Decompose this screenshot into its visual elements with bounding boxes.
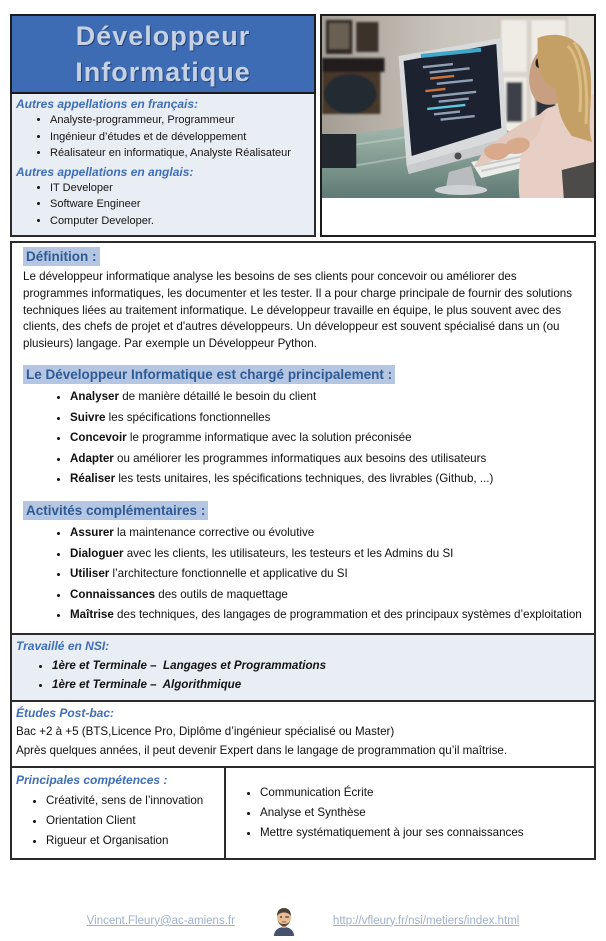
- skills-left-column: [12, 768, 224, 858]
- email-link[interactable]: Vincent.Fleury@ac-amiens.fr: [86, 914, 235, 927]
- skills-header: Principales compétences :: [16, 772, 168, 787]
- author-avatar-icon: [271, 906, 297, 936]
- header-left-column: [10, 14, 316, 237]
- postbac-header: Études Post-bac:: [16, 705, 115, 720]
- appellations-en-header: Autres appellations en anglais:: [16, 164, 194, 179]
- list-item: • Suivre les spécifications fonctionnelles: [70, 411, 583, 425]
- skills-left-list: [16, 794, 224, 848]
- website-link[interactable]: http://vfleury.fr/nsi/metiers/index.html: [332, 914, 520, 927]
- postbac-line-2: Après quelques années, il peut devenir Expert dans le langage de programmation qu’il maîtrise.: [16, 744, 508, 758]
- list-item: • Maîtrise des techniques, des langages de programmation et des principaux systèmes d’exploitation: [70, 608, 583, 622]
- appellations-fr-header: Autres appellations en français:: [16, 97, 199, 111]
- definition-text: Le développeur informatique analyse les besoins de ses clients pour concevoir ou améliorer des programmes informatiques, les documenter et les tester. Il a pour charge principale de fournir des solutions techniques liées au traitement informatique. Le développeur travaille en équipe, le plus souvent avec des clients, des chefs de projet et d'autres développeurs. Un développeur est souvent spécialisé dans un (ou plusieurs) langage. Par exemple un Développeur Python.: [23, 270, 573, 351]
- appellations-panel: [10, 94, 316, 237]
- list-item: • Analyse et Synthèse: [260, 806, 594, 820]
- list-item: • Communication Écrite: [260, 786, 594, 800]
- list-item: • Créativité, sens de l’innovation: [46, 794, 224, 808]
- header-row: [10, 14, 596, 237]
- list-item: • Dialoguer avec les clients, les utilisateurs, les testeurs et les Admins du SI: [70, 547, 583, 561]
- nsi-panel: [10, 633, 596, 702]
- missions-header: Le Développeur Informatique est chargé principalement :: [23, 365, 395, 384]
- list-item: • Computer Developer.: [50, 214, 308, 230]
- list-item: • Connaissances des outils de maquettage: [70, 588, 583, 602]
- activities-list: [23, 526, 583, 622]
- appellations-en-list: [16, 181, 308, 230]
- appellations-fr-list: [16, 113, 308, 162]
- list-item: • 1ère et Terminale – Langages et Programmations: [52, 658, 584, 673]
- list-item: • Réaliser les tests unitaires, les spécifications techniques, des livrables (Github, ...): [70, 472, 583, 486]
- main-content-panel: [10, 241, 596, 635]
- skills-right-column: [224, 768, 594, 858]
- list-item: • Adapter ou améliorer les programmes informatiques aux besoins des utilisateurs: [70, 452, 583, 466]
- list-item: • Analyser de manière détaillé le besoin du client: [70, 390, 583, 404]
- list-item: • Concevoir le programme informatique avec la solution préconisée: [70, 431, 583, 445]
- title-line-2: Informatique: [75, 57, 251, 87]
- list-item: • Utiliser l’architecture fonctionnelle et applicative du SI: [70, 567, 583, 581]
- skills-panel: [10, 766, 596, 860]
- list-item: • Mettre systématiquement à jour ses connaissances: [260, 826, 594, 840]
- postbac-line-1: Bac +2 à +5 (BTS,Licence Pro, Diplôme d’ingénieur spécialisé ou Master): [16, 724, 395, 738]
- postbac-panel: [10, 700, 596, 768]
- list-item: • Rigueur et Organisation: [46, 834, 224, 848]
- title-line-1: Développeur: [75, 21, 251, 51]
- list-item: • Assurer la maintenance corrective ou évolutive: [70, 526, 583, 540]
- definition-header: Définition :: [23, 247, 100, 266]
- nsi-header: Travaillé en NSI:: [16, 638, 110, 653]
- list-item: • Orientation Client: [46, 814, 224, 828]
- developer-at-imac-photo: [322, 16, 594, 198]
- footer: [10, 906, 596, 936]
- list-item: • IT Developer: [50, 181, 308, 197]
- missions-list: [23, 390, 583, 486]
- skills-right-list: [230, 786, 594, 840]
- list-item: • Ingénieur d’études et de développement: [50, 130, 308, 146]
- list-item: • 1ère et Terminale – Algorithmique: [52, 677, 584, 692]
- list-item: • Analyste-programmeur, Programmeur: [50, 113, 308, 129]
- list-item: • Software Engineer: [50, 197, 308, 213]
- nsi-list: [16, 658, 584, 692]
- developer-photo: [320, 14, 596, 237]
- activities-header: Activités complémentaires :: [23, 501, 208, 520]
- list-item: • Réalisateur en informatique, Analyste Réalisateur: [50, 146, 308, 162]
- page-title: [10, 14, 316, 94]
